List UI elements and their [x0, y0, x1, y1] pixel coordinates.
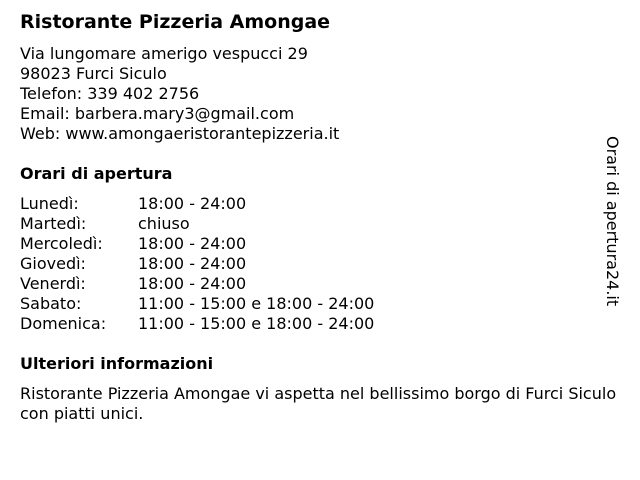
hours-time: 11:00 - 15:00 e 18:00 - 24:00 — [138, 294, 375, 313]
more-info-text: Ristorante Pizzeria Amongae vi aspetta nel bellissimo borgo di Furci Siculo con piatti unici. — [20, 384, 617, 423]
hours-time: 18:00 - 24:00 — [138, 234, 247, 253]
hours-time: 11:00 - 15:00 e 18:00 - 24:00 — [138, 314, 375, 333]
hours-row — [20, 214, 374, 234]
hours-time: chiuso — [138, 214, 190, 233]
hours-row — [20, 194, 374, 214]
email-address: Email: barbera.mary3@gmail.com — [20, 104, 295, 123]
hours-day: Domenica: — [20, 314, 107, 333]
business-card — [20, 10, 620, 424]
more-info-heading: Ulteriori informazioni — [20, 354, 214, 373]
hours-row — [20, 274, 374, 294]
address-street: Via lungomare amerigo vespucci 29 — [20, 44, 308, 63]
hours-row — [20, 314, 374, 334]
phone-number: Telefon: 339 402 2756 — [20, 84, 200, 103]
hours-day: Giovedì: — [20, 254, 86, 273]
hours-day: Sabato: — [20, 294, 82, 313]
hours-day: Martedì: — [20, 214, 87, 233]
hours-row — [20, 254, 374, 274]
hours-time: 18:00 - 24:00 — [138, 194, 247, 213]
hours-day: Venerdì: — [20, 274, 86, 293]
business-name: Ristorante Pizzeria Amongae — [20, 11, 331, 33]
site-watermark-text: Orari di apertura24.it — [603, 136, 622, 307]
hours-day: Lunedì: — [20, 194, 79, 213]
hours-row — [20, 294, 374, 314]
hours-time: 18:00 - 24:00 — [138, 274, 247, 293]
hours-day: Mercoledì: — [20, 234, 103, 253]
hours-time: 18:00 - 24:00 — [138, 254, 247, 273]
opening-hours-heading: Orari di apertura — [20, 164, 173, 183]
address-city: 98023 Furci Siculo — [20, 64, 167, 83]
website-address: Web: www.amongaeristorantepizzeria.it — [20, 124, 340, 143]
opening-hours-table — [20, 194, 374, 334]
hours-row — [20, 234, 374, 254]
